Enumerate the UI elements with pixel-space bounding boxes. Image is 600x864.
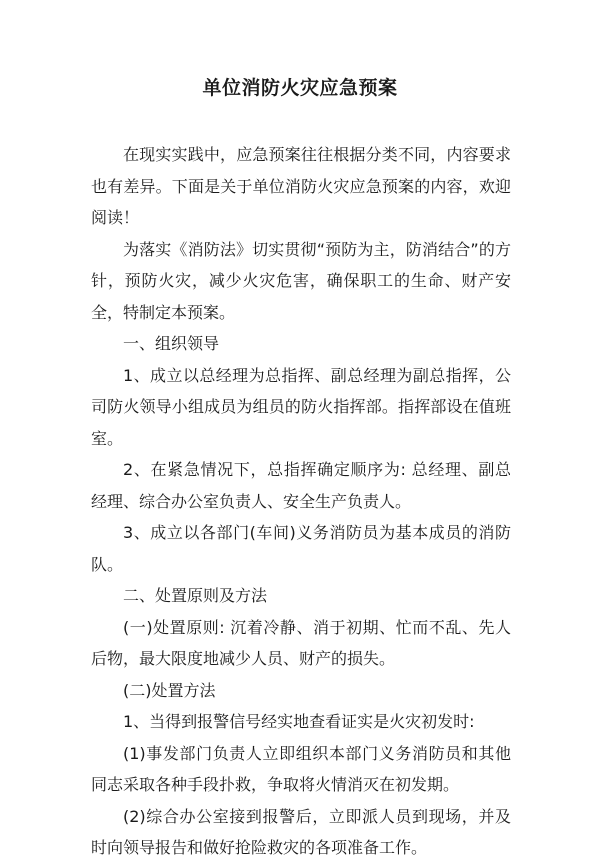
paragraph-method-1: 1、当得到报警信号经实地查看证实是火灾初发时: xyxy=(123,712,475,731)
subsection-heading-methods: (二)处置方法 xyxy=(123,680,216,700)
paragraph-item-3: 3、成立以各部门(车间)义务消防员为基本成员的消防队。 xyxy=(91,523,511,574)
document-title: 单位消防火灾应急预案 xyxy=(202,77,398,99)
paragraph-purpose: 为落实《消防法》切实贯彻“预防为主，防消结合”的方针，预防火灾，减少火灾危害，确保职工的生命、财产安全，特制定本预案。 xyxy=(91,239,511,322)
document-body xyxy=(91,139,511,864)
paragraph-item-2: 2、在紧急情况下，总指挥确定顺序为: 总经理、副总经理、综合办公室负责人、安全生产负责人。 xyxy=(91,460,511,511)
paragraph-method-1-2: (2)综合办公室接到报警后，立即派人员到现场，并及时向领导报告和做好抢险救灾的各项准备工作。 xyxy=(91,806,511,857)
paragraph-intro: 在现实实践中，应急预案往往根据分类不同，内容要求也有差异。下面是关于单位消防火灾应急预案的内容，欢迎阅读！ xyxy=(91,145,511,227)
paragraph-principle: (一)处置原则: 沉着冷静、消于初期、忙而不乱、先人后物，最大限度地减少人员、财产的损失。 xyxy=(91,617,511,668)
section-heading-organization: 一、组织领导 xyxy=(123,334,220,353)
section-heading-principles: 二、处置原则及方法 xyxy=(123,586,268,605)
paragraph-method-1-1: (1)事发部门负责人立即组织本部门义务消防员和其他同志采取各种手段扑救，争取将火情消灭在初发期。 xyxy=(91,743,511,794)
paragraph-item-1: 1、成立以总经理为总指挥、副总经理为副总指挥，公司防火领导小组成员为组员的防火指挥部。指挥部设在值班室。 xyxy=(91,365,511,448)
